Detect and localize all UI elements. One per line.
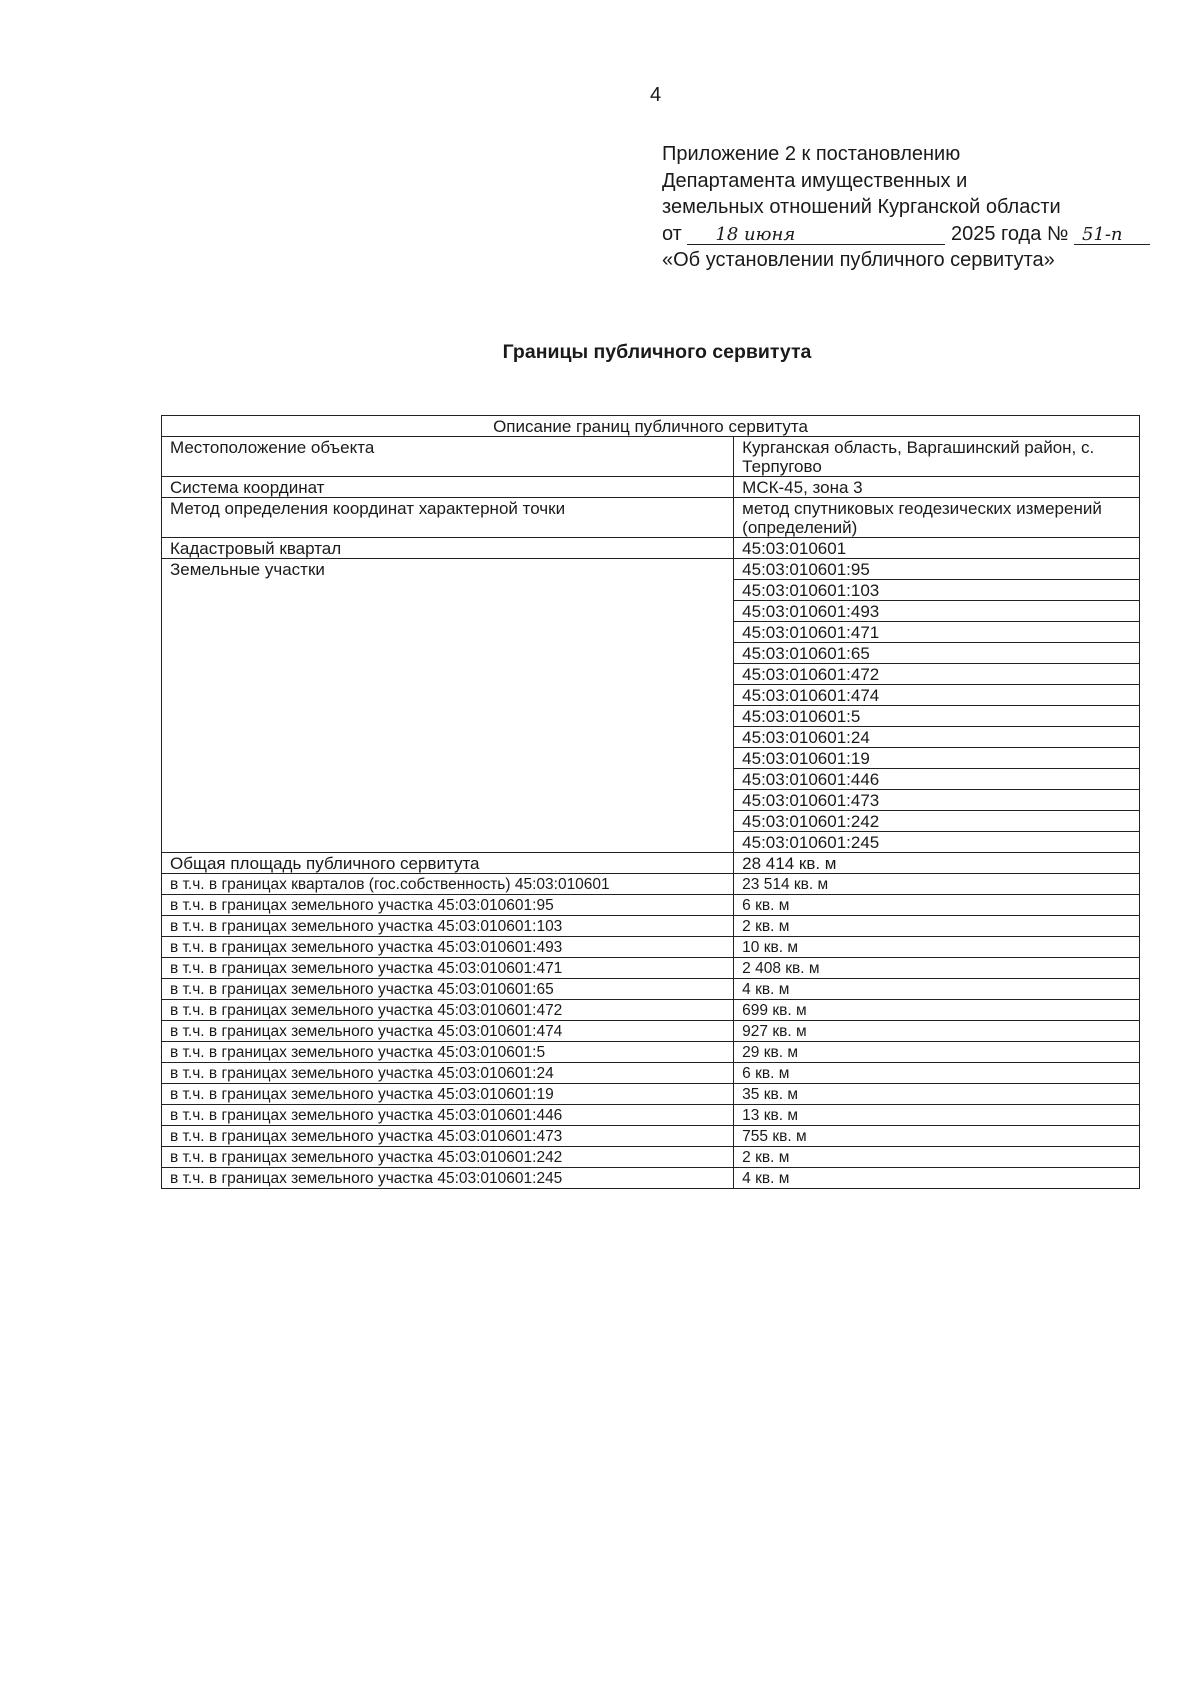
- area-row: [162, 1147, 1140, 1168]
- plot-number: 45:03:010601:65: [734, 643, 1140, 664]
- area-value: 29 кв. м: [734, 1042, 1140, 1063]
- plots-label-cell: [162, 769, 734, 790]
- plot-row: [162, 769, 1140, 790]
- coord-system-value: МСК-45, зона 3: [734, 477, 1140, 498]
- area-label: в т.ч. в границах земельного участка 45:03:010601:474: [162, 1021, 734, 1042]
- area-label: в т.ч. в границах земельного участка 45:03:010601:473: [162, 1126, 734, 1147]
- plot-number: 45:03:010601:474: [734, 685, 1140, 706]
- date-blank: [687, 225, 945, 245]
- appendix-year-text: 2025 года №: [950, 222, 1069, 245]
- plot-row: [162, 559, 1140, 580]
- area-value: 2 кв. м: [734, 916, 1140, 937]
- handwritten-number: 51-п: [1081, 223, 1123, 245]
- plots-label-cell: [162, 664, 734, 685]
- area-label: в т.ч. в границах земельного участка 45:03:010601:245: [162, 1168, 734, 1189]
- appendix-line-3: земельных отношений Курганской области: [662, 196, 1061, 218]
- plots-label-cell: [162, 643, 734, 664]
- appendix-line-1: Приложение 2 к постановлению: [662, 143, 961, 165]
- area-label: в т.ч. в границах земельного участка 45:03:010601:5: [162, 1042, 734, 1063]
- area-row: [162, 916, 1140, 937]
- area-row: [162, 1084, 1140, 1105]
- plot-number: 45:03:010601:446: [734, 769, 1140, 790]
- appendix-date-line: [662, 221, 1150, 248]
- table-row: [162, 477, 1140, 498]
- plots-label-cell: [162, 706, 734, 727]
- plot-row: [162, 622, 1140, 643]
- plots-label-cell: [162, 580, 734, 601]
- plot-number: 45:03:010601:24: [734, 727, 1140, 748]
- plot-row: [162, 580, 1140, 601]
- coord-system-label: Система координат: [162, 477, 734, 498]
- appendix-block: [662, 141, 1150, 274]
- plots-label-cell: [162, 832, 734, 853]
- area-label: в т.ч. в границах земельного участка 45:03:010601:24: [162, 1063, 734, 1084]
- area-value: 927 кв. м: [734, 1021, 1140, 1042]
- appendix-line-2: Департамента имущественных и: [662, 169, 968, 192]
- plot-number: 45:03:010601:95: [734, 559, 1140, 580]
- total-value: 28 414 кв. м: [734, 853, 1140, 874]
- table-header-row: [162, 416, 1140, 437]
- plots-label-cell: [162, 622, 734, 643]
- plot-number: 45:03:010601:473: [734, 790, 1140, 811]
- plots-label-cell: [162, 790, 734, 811]
- plot-number: 45:03:010601:472: [734, 664, 1140, 685]
- table-header: Описание границ публичного сервитута: [162, 416, 1140, 437]
- cadastral-value: 45:03:010601: [734, 538, 1140, 559]
- area-value: 4 кв. м: [734, 979, 1140, 1000]
- plots-label-cell: [162, 811, 734, 832]
- total-label: Общая площадь публичного сервитута: [162, 853, 734, 874]
- plot-row: [162, 748, 1140, 769]
- area-value: 10 кв. м: [734, 937, 1140, 958]
- plots-label-cell: [162, 748, 734, 769]
- handwritten-date: 18 июня: [715, 223, 796, 245]
- area-value: 2 кв. м: [734, 1147, 1140, 1168]
- method-label: Метод определения координат характерной точки: [162, 498, 734, 538]
- area-row: [162, 1105, 1140, 1126]
- plot-row: [162, 727, 1140, 748]
- area-label: в т.ч. в границах кварталов (гос.собственность) 45:03:010601: [162, 874, 734, 895]
- area-row: [162, 874, 1140, 895]
- plots-label-cell: [162, 601, 734, 622]
- area-value: 6 кв. м: [734, 1063, 1140, 1084]
- page-number: 4: [650, 84, 662, 106]
- method-value: метод спутниковых геодезических измерений (определений): [734, 498, 1140, 538]
- plot-row: [162, 832, 1140, 853]
- plot-number: 45:03:010601:242: [734, 811, 1140, 832]
- area-row: [162, 1168, 1140, 1189]
- plots-label-cell: [162, 727, 734, 748]
- plots-label-cell: [162, 685, 734, 706]
- plot-number: 45:03:010601:103: [734, 580, 1140, 601]
- area-label: в т.ч. в границах земельного участка 45:03:010601:95: [162, 895, 734, 916]
- area-value: 13 кв. м: [734, 1105, 1140, 1126]
- area-label: в т.ч. в границах земельного участка 45:03:010601:103: [162, 916, 734, 937]
- area-label: в т.ч. в границах земельного участка 45:03:010601:65: [162, 979, 734, 1000]
- cadastral-label: Кадастровый квартал: [162, 538, 734, 559]
- area-row: [162, 958, 1140, 979]
- document-title: Границы публичного сервитута: [502, 341, 812, 363]
- plot-row: [162, 664, 1140, 685]
- area-row: [162, 979, 1140, 1000]
- plots-label: Земельные участки: [162, 559, 734, 580]
- plot-row: [162, 601, 1140, 622]
- plot-row: [162, 706, 1140, 727]
- plot-number: 45:03:010601:5: [734, 706, 1140, 727]
- area-value: 23 514 кв. м: [734, 874, 1140, 895]
- appendix-ot-label: от: [662, 222, 682, 245]
- area-row: [162, 1063, 1140, 1084]
- table-row: [162, 437, 1140, 477]
- area-value: 6 кв. м: [734, 895, 1140, 916]
- plot-number: 45:03:010601:19: [734, 748, 1140, 769]
- area-label: в т.ч. в границах земельного участка 45:03:010601:242: [162, 1147, 734, 1168]
- area-value: 755 кв. м: [734, 1126, 1140, 1147]
- plot-row: [162, 811, 1140, 832]
- location-value: Курганская область, Варгашинский район, с. Терпугово: [734, 437, 1140, 477]
- plot-row: [162, 790, 1140, 811]
- servitude-table: [161, 415, 1140, 1189]
- location-label: Местоположение объекта: [162, 437, 734, 477]
- plot-number: 45:03:010601:471: [734, 622, 1140, 643]
- area-label: в т.ч. в границах земельного участка 45:03:010601:472: [162, 1000, 734, 1021]
- number-blank: [1074, 225, 1150, 245]
- area-value: 4 кв. м: [734, 1168, 1140, 1189]
- table-row: [162, 538, 1140, 559]
- area-label: в т.ч. в границах земельного участка 45:03:010601:446: [162, 1105, 734, 1126]
- plot-row: [162, 643, 1140, 664]
- area-value: 699 кв. м: [734, 1000, 1140, 1021]
- area-row: [162, 1126, 1140, 1147]
- plot-number: 45:03:010601:493: [734, 601, 1140, 622]
- area-label: в т.ч. в границах земельного участка 45:03:010601:493: [162, 937, 734, 958]
- appendix-line-5: «Об установлении публичного сервитута»: [662, 249, 1055, 271]
- table-row: [162, 498, 1140, 538]
- area-row: [162, 1021, 1140, 1042]
- total-row: [162, 853, 1140, 874]
- area-label: в т.ч. в границах земельного участка 45:03:010601:471: [162, 958, 734, 979]
- area-row: [162, 1042, 1140, 1063]
- plot-row: [162, 685, 1140, 706]
- area-label: в т.ч. в границах земельного участка 45:03:010601:19: [162, 1084, 734, 1105]
- area-value: 2 408 кв. м: [734, 958, 1140, 979]
- plot-number: 45:03:010601:245: [734, 832, 1140, 853]
- area-row: [162, 1000, 1140, 1021]
- area-row: [162, 895, 1140, 916]
- area-value: 35 кв. м: [734, 1084, 1140, 1105]
- area-row: [162, 937, 1140, 958]
